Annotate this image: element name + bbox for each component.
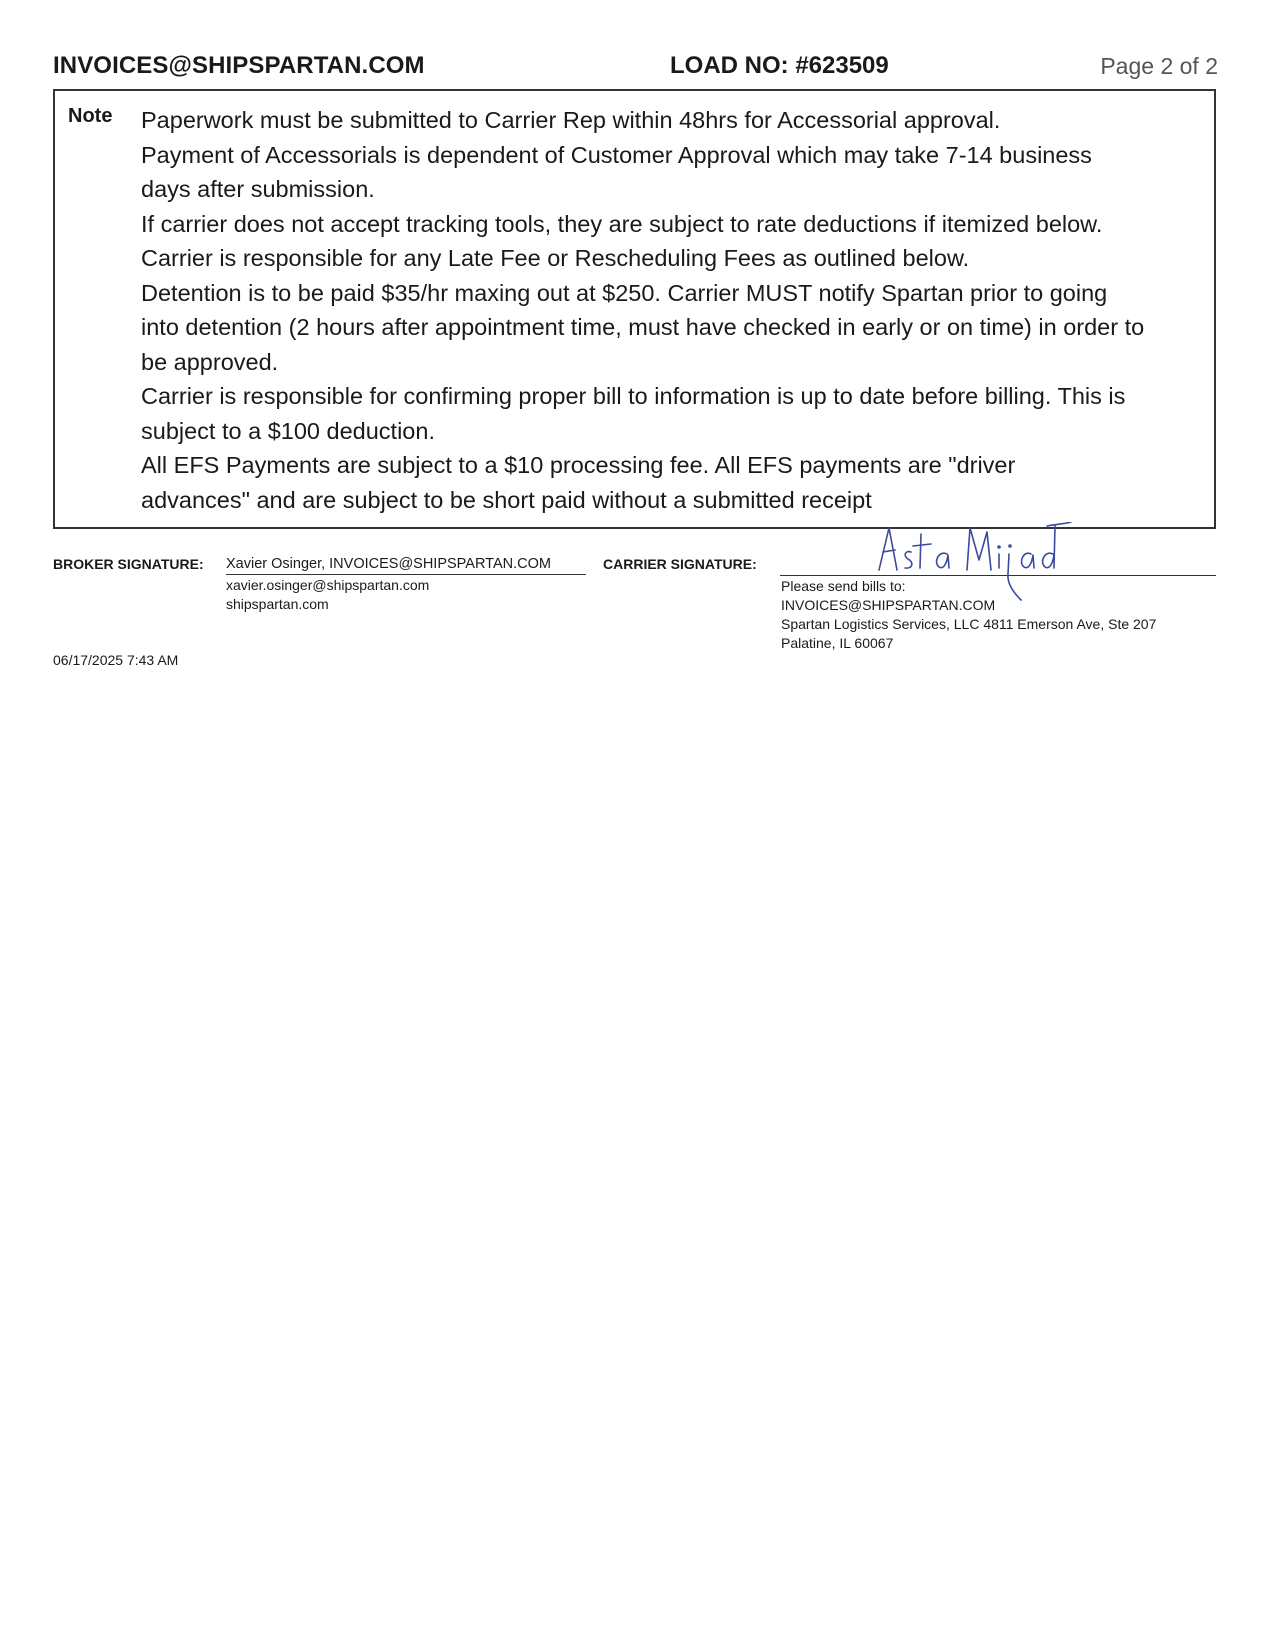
timestamp: 06/17/2025 7:43 AM: [53, 652, 179, 668]
note-label: Note: [68, 105, 113, 127]
note-line: All EFS Payments are subject to a $10 processing fee. All EFS payments are "driver: [141, 452, 1016, 478]
note-line: Payment of Accessorials is dependent of Customer Approval which may take 7-14 business: [141, 141, 1092, 168]
note-lines: [141, 103, 1211, 517]
note-line: If carrier does not accept tracking tools, they are subject to rate deductions if itemized below.: [141, 210, 1103, 237]
note-line: Paperwork must be submitted to Carrier Rep within 48hrs for Accessorial approval.: [141, 107, 1001, 133]
broker-signature-name: Xavier Osinger, INVOICES@SHIPSPARTAN.COM: [226, 556, 586, 575]
note-line: subject to a $100 deduction.: [141, 417, 435, 444]
bills-line: Spartan Logistics Services, LLC 4811 Emerson Ave, Ste 207: [781, 616, 1157, 632]
send-bills-info: [781, 577, 1156, 653]
bills-line: Please send bills to:: [781, 578, 906, 594]
note-line: days after submission.: [141, 176, 375, 202]
broker-email: xavier.osinger@shipspartan.com: [226, 577, 430, 593]
load-number: LOAD NO: #623509: [670, 52, 889, 79]
note-line: Detention is to be paid $35/hr maxing out at $250. Carrier MUST notify Spartan prior to going: [141, 279, 1108, 306]
note-line: advances" and are subject to be short paid without a submitted receipt: [141, 486, 872, 513]
bills-line: INVOICES@SHIPSPARTAN.COM: [781, 597, 996, 613]
page-indicator: Page 2 of 2: [1100, 53, 1218, 79]
note-box: [53, 89, 1216, 529]
broker-website: shipspartan.com: [226, 596, 329, 612]
carrier-signature-label: CARRIER SIGNATURE:: [603, 556, 757, 572]
note-line: Carrier is responsible for any Late Fee or Rescheduling Fees as outlined below.: [141, 245, 970, 271]
header-email: INVOICES@SHIPSPARTAN.COM: [53, 52, 425, 79]
note-line: Carrier is responsible for confirming proper bill to information is up to date before billing. This is: [141, 383, 1126, 409]
bills-line: Palatine, IL 60067: [781, 635, 894, 651]
broker-signature-label: BROKER SIGNATURE:: [53, 556, 204, 572]
note-line: into detention (2 hours after appointment time, must have checked in early or on time) in order to: [141, 314, 1145, 340]
note-line: be approved.: [141, 348, 279, 375]
